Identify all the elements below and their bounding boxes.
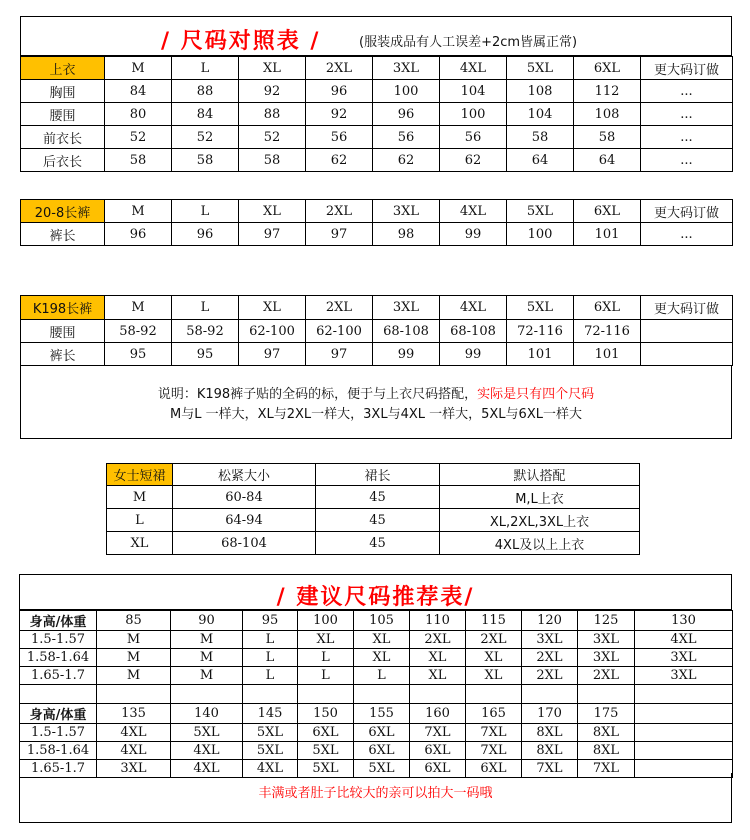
recommended-size: 3XL	[578, 649, 635, 667]
weight-header: 120	[522, 611, 578, 631]
measure-value: 104	[507, 103, 574, 126]
skirt-value: M	[107, 486, 173, 509]
measure-value: 100	[507, 223, 574, 246]
size-header-4xl: 4XL	[440, 200, 507, 223]
recommended-size: L	[354, 667, 410, 685]
k198-note-line1: 说明：K198裤子贴的全码的标，便于与上衣尺码搭配，	[157, 387, 478, 402]
recommended-size: XL	[354, 649, 410, 667]
recommended-size: 6XL	[354, 742, 410, 760]
recommended-size: 6XL	[466, 760, 522, 778]
recommended-size: 8XL	[578, 742, 635, 760]
measure-value: 62	[373, 149, 440, 172]
recommended-size: 4XL	[97, 742, 171, 760]
recommended-size: XL	[410, 649, 466, 667]
table-row	[107, 532, 640, 555]
height-range-label: 1.65-1.7	[20, 760, 97, 778]
recommended-size: 7XL	[466, 742, 522, 760]
table-row	[20, 704, 733, 724]
recommended-size: 3XL	[635, 649, 733, 667]
recommend-footer-note: 丰满或者肚子比较大的亲可以拍大一码哦	[258, 786, 493, 801]
recommended-size: 4XL	[97, 724, 171, 742]
measure-value: 62	[440, 149, 507, 172]
size-header-4xl: 4XL	[440, 296, 507, 320]
skirt-column-header: 裙长	[316, 464, 440, 486]
more-size-cell	[641, 343, 733, 366]
recommended-size: 3XL	[97, 760, 171, 778]
measure-value: 96	[373, 103, 440, 126]
k198-note-line2: M与L 一样大，XL与2XL一样大，3XL与4XL 一样大，5XL与6XL一样大	[170, 407, 582, 422]
more-size-cell: ...	[641, 80, 733, 103]
weight-header: 95	[243, 611, 298, 631]
measure-value: 72-116	[507, 320, 574, 343]
measure-value: 97	[306, 343, 373, 366]
table-row	[21, 320, 733, 343]
tops-size-table	[20, 56, 733, 172]
recommended-size: 8XL	[522, 724, 578, 742]
skirt-value: L	[107, 509, 173, 532]
recommend-title-box	[19, 574, 732, 610]
recommended-size: M	[97, 631, 171, 649]
size-header-2xl: 2XL	[306, 296, 373, 320]
size-header-6xl: 6XL	[574, 200, 641, 223]
table-row	[21, 200, 733, 223]
size-header-6xl: 6XL	[574, 296, 641, 320]
size-header-xl: XL	[239, 200, 306, 223]
recommended-size: L	[243, 649, 298, 667]
weight-header: 175	[578, 704, 635, 724]
empty-cell	[171, 685, 243, 704]
size-header-m: M	[105, 57, 172, 80]
measure-value: 96	[172, 223, 239, 246]
recommended-size: 7XL	[466, 724, 522, 742]
measure-value: 99	[440, 343, 507, 366]
size-header-5xl: 5XL	[507, 200, 574, 223]
weight-header: 90	[171, 611, 243, 631]
table-row	[21, 126, 733, 149]
measure-value: 99	[373, 343, 440, 366]
measure-value: 56	[373, 126, 440, 149]
more-size-cell: ...	[641, 223, 733, 246]
recommended-size: L	[243, 631, 298, 649]
measure-value: 58	[239, 149, 306, 172]
recommended-size: XL	[354, 631, 410, 649]
measure-value: 99	[440, 223, 507, 246]
height-weight-header: 身高/体重	[20, 704, 97, 724]
recommended-size: 5XL	[243, 724, 298, 742]
size-header-5xl: 5XL	[507, 296, 574, 320]
recommend-title: / 建议尺码推荐表/	[276, 585, 475, 610]
table-row	[20, 724, 733, 742]
measure-value: 64	[574, 149, 641, 172]
height-range-label: 1.58-1.64	[20, 649, 97, 667]
more-size-cell: ...	[641, 103, 733, 126]
weight-header: 85	[97, 611, 171, 631]
recommended-size: 6XL	[410, 742, 466, 760]
more-size-header: 更大码订做	[641, 296, 733, 320]
measure-value: 104	[440, 80, 507, 103]
table-row	[21, 103, 733, 126]
table-row	[20, 649, 733, 667]
table-row	[20, 742, 733, 760]
skirt-value: 68-104	[173, 532, 316, 555]
measure-label: 腰围	[21, 320, 105, 343]
skirt-match-cell: 4XL及以上上衣	[440, 532, 640, 555]
weight-header: 145	[243, 704, 298, 724]
recommended-size: M	[97, 649, 171, 667]
recommended-size: 6XL	[410, 760, 466, 778]
empty-cell	[466, 685, 522, 704]
weight-header: 105	[354, 611, 410, 631]
empty-cell	[635, 685, 733, 704]
k198-note-highlight: 实际是只有四个尺码	[477, 387, 595, 402]
skirt-value: 64-94	[173, 509, 316, 532]
measure-value: 112	[574, 80, 641, 103]
weight-header: 130	[635, 611, 733, 631]
measure-value: 100	[373, 80, 440, 103]
size-header-2xl: 2XL	[306, 57, 373, 80]
recommended-size: 4XL	[635, 631, 733, 649]
measure-value: 101	[507, 343, 574, 366]
measure-value: 58	[105, 149, 172, 172]
k198-note-box	[20, 366, 732, 439]
measure-label: 腰围	[21, 103, 105, 126]
empty-cell	[243, 685, 298, 704]
measure-value: 64	[507, 149, 574, 172]
skirt-value: 45	[316, 486, 440, 509]
recommended-size: XL	[298, 631, 354, 649]
empty-cell	[635, 724, 733, 742]
recommended-size: 4XL	[243, 760, 298, 778]
measure-value: 56	[440, 126, 507, 149]
size-recommendation-table	[19, 610, 733, 778]
measure-value: 84	[172, 103, 239, 126]
skirt-value: 60-84	[173, 486, 316, 509]
recommended-size: 8XL	[522, 742, 578, 760]
skirt-match-cell: M,L上衣	[440, 486, 640, 509]
size-header-l: L	[172, 57, 239, 80]
recommended-size: 2XL	[522, 649, 578, 667]
skirt-size-table	[106, 463, 640, 555]
size-header-3xl: 3XL	[373, 57, 440, 80]
recommended-size: M	[171, 649, 243, 667]
size-header-m: M	[105, 296, 172, 320]
measure-value: 58-92	[105, 320, 172, 343]
table-header-label: K198长裤	[21, 296, 105, 320]
measure-value: 72-116	[574, 320, 641, 343]
recommended-size: XL	[466, 667, 522, 685]
empty-cell	[410, 685, 466, 704]
empty-cell	[354, 685, 410, 704]
measure-value: 68-108	[440, 320, 507, 343]
table-row	[21, 149, 733, 172]
measure-value: 58	[507, 126, 574, 149]
recommended-size: 7XL	[410, 724, 466, 742]
more-size-header: 更大码订做	[641, 57, 733, 80]
skirt-header-label: 女士短裙	[107, 464, 173, 486]
size-chart-title-box	[20, 16, 732, 56]
more-size-cell: ...	[641, 126, 733, 149]
table-row	[20, 685, 733, 704]
size-header-5xl: 5XL	[507, 57, 574, 80]
measure-value: 108	[507, 80, 574, 103]
measure-value: 92	[306, 103, 373, 126]
pants-k198-size-table	[20, 295, 733, 366]
table-row	[20, 631, 733, 649]
recommended-size: 4XL	[171, 742, 243, 760]
table-row	[107, 509, 640, 532]
size-header-xl: XL	[239, 57, 306, 80]
recommended-size: 5XL	[243, 742, 298, 760]
weight-header: 125	[578, 611, 635, 631]
measure-value: 52	[172, 126, 239, 149]
height-weight-header: 身高/体重	[20, 611, 97, 631]
recommended-size: 3XL	[635, 667, 733, 685]
recommended-size: 6XL	[298, 724, 354, 742]
empty-cell	[578, 685, 635, 704]
recommended-size: 7XL	[578, 760, 635, 778]
measure-value: 98	[373, 223, 440, 246]
table-row	[107, 464, 640, 486]
weight-header: 165	[466, 704, 522, 724]
measure-value: 58	[172, 149, 239, 172]
table-row	[21, 80, 733, 103]
measure-value: 97	[239, 343, 306, 366]
recommended-size: L	[243, 667, 298, 685]
size-header-m: M	[105, 200, 172, 223]
recommended-size: 5XL	[354, 760, 410, 778]
more-size-cell	[641, 320, 733, 343]
measure-value: 68-108	[373, 320, 440, 343]
weight-header: 110	[410, 611, 466, 631]
measure-value: 62-100	[306, 320, 373, 343]
recommended-size: 2XL	[578, 667, 635, 685]
recommend-footer-box	[19, 773, 732, 823]
measure-value: 92	[239, 80, 306, 103]
empty-cell	[635, 704, 733, 724]
weight-header: 140	[171, 704, 243, 724]
measure-value: 88	[239, 103, 306, 126]
recommended-size: L	[298, 667, 354, 685]
size-header-6xl: 6XL	[574, 57, 641, 80]
size-header-3xl: 3XL	[373, 200, 440, 223]
measure-value: 97	[239, 223, 306, 246]
skirt-value: 45	[316, 532, 440, 555]
size-header-xl: XL	[239, 296, 306, 320]
size-header-2xl: 2XL	[306, 200, 373, 223]
empty-cell	[635, 742, 733, 760]
weight-header: 100	[298, 611, 354, 631]
recommended-size: 2XL	[522, 667, 578, 685]
measure-value: 80	[105, 103, 172, 126]
weight-header: 150	[298, 704, 354, 724]
recommended-size: M	[97, 667, 171, 685]
more-size-header: 更大码订做	[641, 200, 733, 223]
height-range-label: 1.58-1.64	[20, 742, 97, 760]
size-header-3xl: 3XL	[373, 296, 440, 320]
table-row	[20, 667, 733, 685]
recommended-size: 3XL	[578, 631, 635, 649]
skirt-column-header: 默认搭配	[440, 464, 640, 486]
table-header-label: 20-8长裤	[21, 200, 105, 223]
measure-value: 100	[440, 103, 507, 126]
table-row	[20, 611, 733, 631]
recommended-size: 3XL	[522, 631, 578, 649]
measure-value: 97	[306, 223, 373, 246]
table-row	[21, 296, 733, 320]
measure-value: 88	[172, 80, 239, 103]
measure-value: 101	[574, 343, 641, 366]
measure-value: 84	[105, 80, 172, 103]
measure-label: 前衣长	[21, 126, 105, 149]
measure-label: 胸围	[21, 80, 105, 103]
table-row	[21, 57, 733, 80]
measure-label: 裤长	[21, 343, 105, 366]
measure-value: 52	[105, 126, 172, 149]
weight-header: 170	[522, 704, 578, 724]
size-header-l: L	[172, 200, 239, 223]
measure-value: 52	[239, 126, 306, 149]
recommended-size: 6XL	[354, 724, 410, 742]
measure-value: 58-92	[172, 320, 239, 343]
size-header-l: L	[172, 296, 239, 320]
recommended-size: 5XL	[171, 724, 243, 742]
empty-cell	[298, 685, 354, 704]
recommended-size: M	[171, 631, 243, 649]
measure-value: 95	[172, 343, 239, 366]
skirt-value: XL	[107, 532, 173, 555]
recommended-size: 8XL	[578, 724, 635, 742]
measure-value: 62-100	[239, 320, 306, 343]
measure-label: 裤长	[21, 223, 105, 246]
measure-value: 101	[574, 223, 641, 246]
skirt-value: 45	[316, 509, 440, 532]
height-range-label: 1.5-1.57	[20, 631, 97, 649]
empty-cell	[20, 685, 97, 704]
size-chart-subtitle: (服装成品有人工误差+2cm皆属正常)	[359, 35, 578, 50]
height-range-label: 1.65-1.7	[20, 667, 97, 685]
weight-header: 160	[410, 704, 466, 724]
measure-value: 58	[574, 126, 641, 149]
skirt-column-header: 松紧大小	[173, 464, 316, 486]
recommended-size: M	[171, 667, 243, 685]
skirt-match-cell: XL,2XL,3XL上衣	[440, 509, 640, 532]
recommended-size: XL	[410, 667, 466, 685]
table-header-label: 上衣	[21, 57, 105, 80]
measure-value: 95	[105, 343, 172, 366]
recommended-size: 2XL	[410, 631, 466, 649]
recommended-size: 7XL	[522, 760, 578, 778]
pants-20-8-size-table	[20, 199, 733, 246]
measure-value: 96	[105, 223, 172, 246]
empty-cell	[522, 685, 578, 704]
weight-header: 115	[466, 611, 522, 631]
recommended-size: 5XL	[298, 742, 354, 760]
measure-value: 62	[306, 149, 373, 172]
empty-cell	[97, 685, 171, 704]
weight-header: 155	[354, 704, 410, 724]
recommended-size: XL	[466, 649, 522, 667]
measure-label: 后衣长	[21, 149, 105, 172]
more-size-cell: ...	[641, 149, 733, 172]
recommended-size: 2XL	[466, 631, 522, 649]
measure-value: 108	[574, 103, 641, 126]
size-header-4xl: 4XL	[440, 57, 507, 80]
table-row	[107, 486, 640, 509]
table-row	[21, 223, 733, 246]
measure-value: 56	[306, 126, 373, 149]
recommended-size: 4XL	[171, 760, 243, 778]
weight-header: 135	[97, 704, 171, 724]
size-chart-title: / 尺码对照表 /	[161, 29, 321, 54]
recommended-size: 5XL	[298, 760, 354, 778]
recommended-size: L	[298, 649, 354, 667]
height-range-label: 1.5-1.57	[20, 724, 97, 742]
measure-value: 96	[306, 80, 373, 103]
table-row	[21, 343, 733, 366]
